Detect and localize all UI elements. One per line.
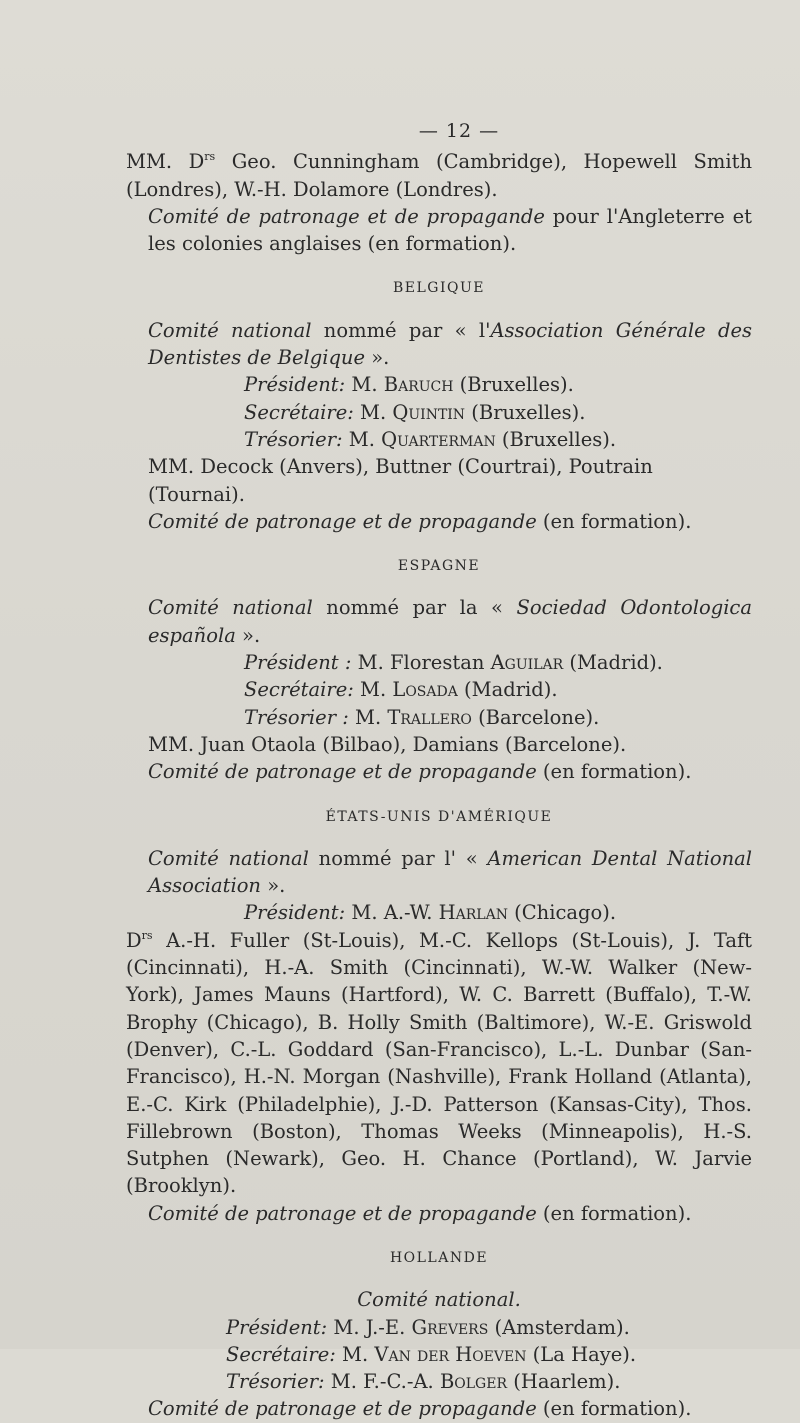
usa-president: Président: M. A.-W. Harlan (Chicago). bbox=[244, 901, 617, 925]
belgique-national: Comité national nommé par « l'Association Générale des Dentistes de Belgique ». bbox=[148, 318, 753, 370]
belgique-members: MM. Decock (Anvers), Buttner (Courtrai), Poutrain (Tournai). bbox=[148, 455, 653, 506]
espagne-members: MM. Juan Otaola (Bilbao), Damians (Barcelone). bbox=[148, 732, 627, 756]
belgique-tresorier: Trésorier: M. Quarterman (Bruxelles). bbox=[244, 427, 617, 451]
hollande-tresorier: Trésorier: M. F.-C.-A. Bolger (Haarlem). bbox=[226, 1370, 621, 1394]
espagne-tresorier: Trésorier : M. Trallero (Barcelone). bbox=[244, 705, 600, 729]
espagne-secretaire: Secrétaire: M. Losada (Madrid). bbox=[244, 678, 558, 702]
belgique-secretaire: Secrétaire: M. Quintin (Bruxelles). bbox=[244, 400, 586, 424]
hollande-comite: Comité de patronage et de propagande (en formation). bbox=[148, 1397, 692, 1421]
section-heading-espagne: ESPAGNE bbox=[397, 558, 481, 575]
belgique-comite: Comité de patronage et de propagande (en formation). bbox=[148, 509, 692, 533]
page-text bbox=[126, 118, 752, 1423]
section-heading-usa: ÉTATS-UNIS D'AMÉRIQUE bbox=[325, 808, 553, 825]
belgique-president: Président: M. Baruch (Bruxelles). bbox=[244, 373, 574, 397]
espagne-comite: Comité de patronage et de propagande (en formation). bbox=[148, 760, 692, 784]
usa-national: Comité national nommé par l' « American Dental National Association ». bbox=[148, 846, 752, 898]
uk-members: MM. $D^{rs}$ Geo. Cunningham (Cambridge), Hopewell Smith (Londres), W.-H. Dolamore (Londres). bbox=[126, 150, 752, 201]
section-heading-hollande: HOLLANDE bbox=[389, 1249, 489, 1266]
espagne-national: Comité national nommé par la « Sociedad Odontologica española ». bbox=[148, 596, 752, 647]
hollande-president: Président: M. J.-E. Grevers (Amsterdam). bbox=[226, 1315, 630, 1339]
section-heading-belgique: BELGIQUE bbox=[392, 280, 485, 297]
espagne-president: Président : M. Florestan Aguilar (Madrid). bbox=[244, 651, 663, 675]
hollande-national: Comité national. bbox=[357, 1288, 521, 1312]
hollande-secretaire: Secrétaire: M. Van der Hoeven (La Haye). bbox=[226, 1342, 637, 1366]
usa-comite: Comité de patronage et de propagande (en formation). bbox=[148, 1201, 692, 1225]
page-number: — 12 — bbox=[418, 120, 500, 142]
uk-comite: Comité de patronage et de propagande pour l'Angleterre et les colonies anglaises (en formation). bbox=[148, 204, 752, 256]
usa-members: $D^{rs}$ A.-H. Fuller (St-Louis), M.-C. Kellops (St-Louis), J. Taft (Cincinnati), H.-A. Smith (Cincinnati), W.-W. Walker (New-York), James Mauns (Hartford), W. C. Barrett (Buffalo), T.-W. Brophy (Chicago), B. Holly Smith (Baltimore), W.-E. Griswold (Denver), C.-L. Goddard (San-Francisco), L.-L. Dunbar (San-Francisco), H.-N. Morgan (Nashville), Frank Holland (Atlanta), E.-C. Kirk (Philadelphie), J.-D. Patterson (Kansas-City), Thos. Fillebrown (Boston), Thomas Weeks (Minneapolis), H.-S. Sutphen (Newark), Geo. H. Chance (Portland), W. Jarvie (Brooklyn). bbox=[126, 928, 752, 1198]
